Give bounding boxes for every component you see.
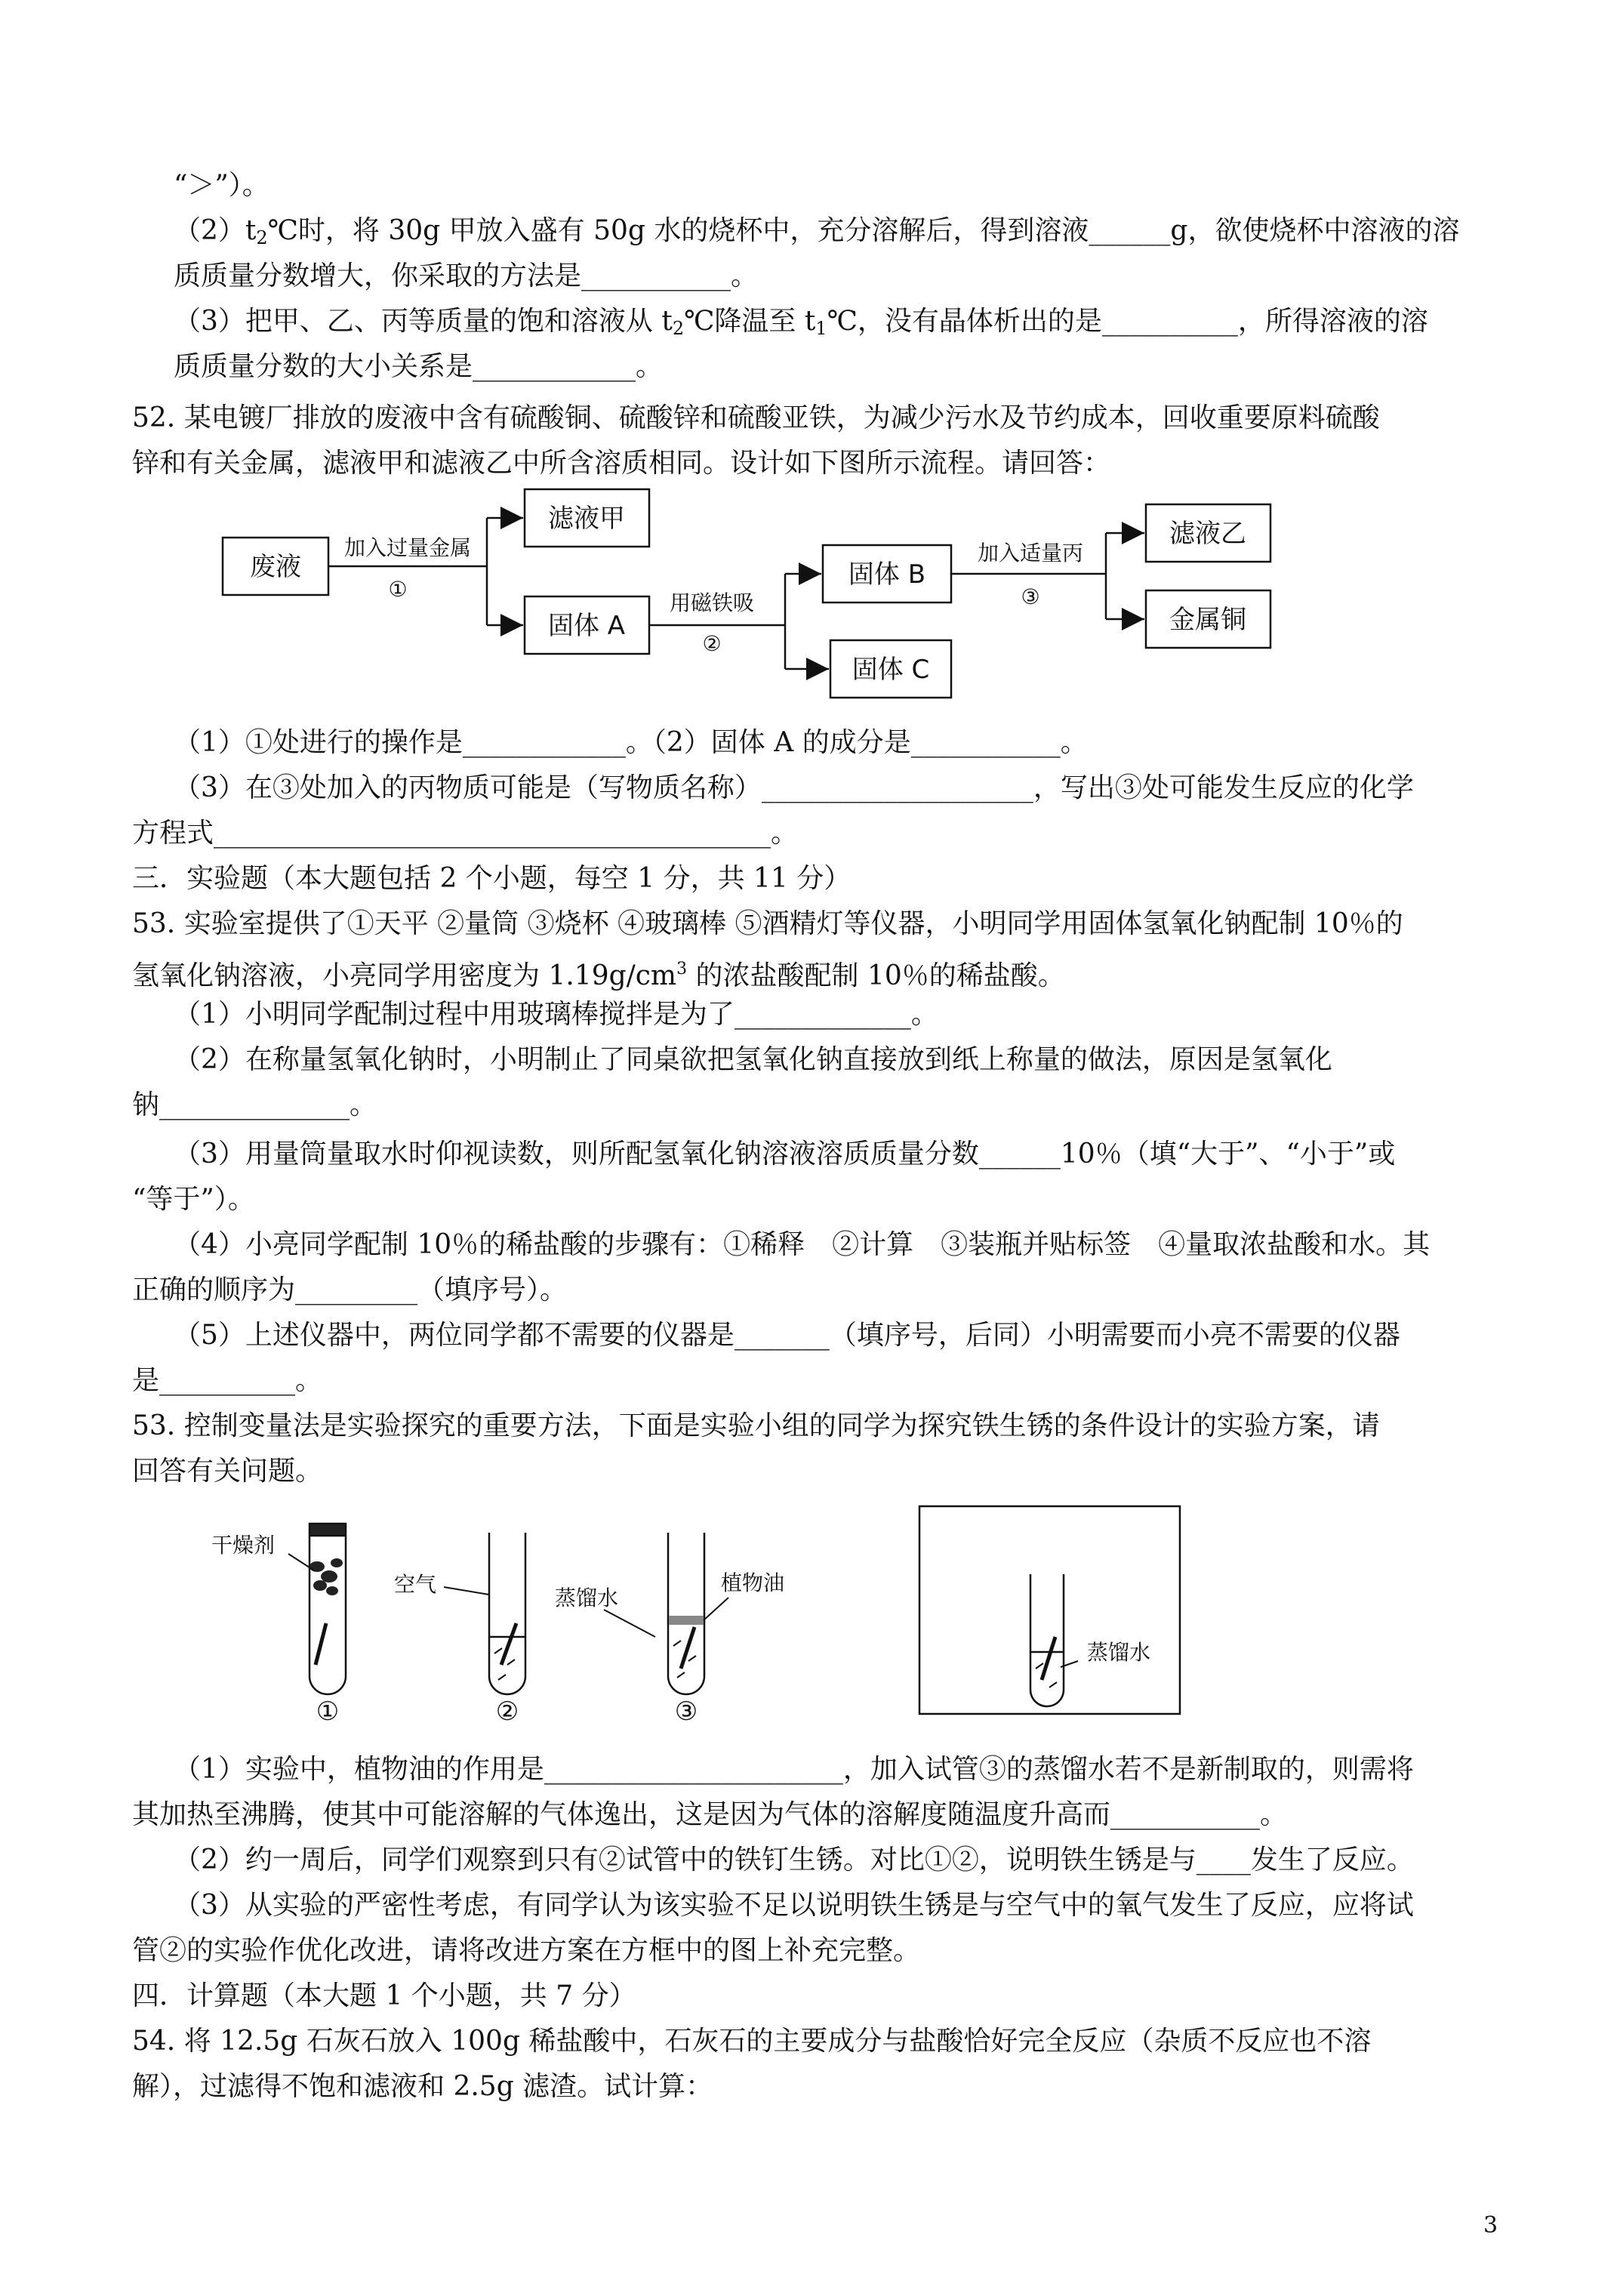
text-line: 是__________。: [132, 1365, 323, 1396]
test-tube-2: [489, 1533, 525, 1694]
question-53b-3: （3）从实验的严密性考虑，有同学认为该实验不足以说明铁生锈是与空气中的氧气发生了反应，应将试: [174, 1890, 1414, 1921]
water-hatching: [494, 1641, 1057, 1687]
oil-layer: [669, 1616, 704, 1625]
step2-label: 用磁铁吸: [669, 590, 755, 615]
question-53-2: （2）在称量氢氧化钠时，小明制止了同桌欲把氢氧化钠直接放到纸上称量的做法，原因是氢氧化: [174, 1044, 1332, 1075]
solid-a-label: 固体 A: [547, 611, 626, 641]
solid-b-box: [823, 545, 951, 603]
filtrate-b-label: 滤液乙: [1169, 519, 1246, 549]
question-53b-2: （2）约一周后，同学们观察到只有②试管中的铁钉生锈。对比①②，说明铁生锈是与____发生了反应。: [174, 1845, 1414, 1875]
solid-a-box: [525, 596, 649, 654]
text-line: 质质量分数增大，你采取的方法是___________。: [174, 260, 759, 291]
text-line: 方程式_________________________________________。: [132, 818, 799, 849]
pointer-lines: [288, 1554, 1078, 1667]
step2-number: ②: [702, 631, 722, 656]
test-tube-3: [668, 1533, 704, 1694]
box-water-label: 蒸馏水: [1087, 1640, 1151, 1665]
solid-c-box: [830, 640, 951, 698]
question-51-2: $(2)t_2℃$时，将 30g 甲放入盛有 50g 水的烧杯中，充分溶解后，得到溶液______g，欲使烧杯中溶液的溶: [174, 215, 1460, 248]
rubber-stopper: [310, 1524, 346, 1536]
text-line: 回答有关问题。: [132, 1456, 323, 1487]
question-53b: 53. 控制变量法是实验探究的重要方法，下面是实验小组的同学为探究铁生锈的条件设计的实验方案，请: [132, 1410, 1380, 1441]
question-53-3: （3）用量筒量取水时仰视读数，则所配氢氧化钠溶液溶质质量分数______10％（填“大于”、“小于”或: [174, 1139, 1396, 1170]
section-heading-4: 四．计算题（本大题 1 个小题，共 7 分）: [132, 1980, 636, 2011]
question-53-1: （1）小明同学配制过程中用玻璃棒搅拌是为了_____________。: [174, 999, 938, 1030]
text-line: 解），过滤得不饱和滤液和 2.5g 滤渣。试计算：: [132, 2071, 713, 2102]
iron-nails: [316, 1623, 1055, 1680]
question-54: 54. 将 12.5g 石灰石放入 100g 稀盐酸中，石灰石的主要成分与盐酸恰好完全反应（杂质不反应也不溶: [132, 2026, 1372, 2057]
copper-box: [1146, 590, 1270, 648]
question-52-1-2: （1）①处进行的操作是____________。（2）固体 A 的成分是___________。: [174, 727, 1088, 758]
question-51-3: （3）把甲、乙、丙等质量的饱和溶液从 $t_2℃$降温至 $t_1℃$，没有晶体析出的是__________，所得溶液的溶: [174, 306, 1428, 339]
text-line: “等于”）。: [132, 1184, 255, 1215]
text-line: 氢氧化钠溶液，小亮同学用密度为 $1.19g/cm^3$ 的浓盐酸配制 10％的稀盐酸。: [132, 960, 1065, 991]
filtrate-a-box: [525, 489, 649, 547]
step3-number: ③: [1021, 584, 1040, 609]
text-line: 正确的顺序为_________（填序号）。: [132, 1274, 568, 1305]
text-line: 其加热至沸腾，使其中可能溶解的气体逸出，这是因为气体的溶解度随温度升高而___________。: [132, 1799, 1288, 1830]
page-number: 3: [1483, 2212, 1498, 2239]
solid-b-label: 固体 B: [848, 559, 926, 590]
text-line: 质质量分数的大小关系是____________。: [174, 351, 664, 382]
filtrate-b-box: [1146, 504, 1270, 562]
question-53: 53. 实验室提供了①天平 ②量筒 ③烧杯 ④玻璃棒 ⑤酒精灯等仪器，小明同学用固体氢氧化钠配制 10％的: [132, 908, 1403, 939]
question-53-5: （5）上述仪器中，两位同学都不需要的仪器是_______（填序号，后同）小明需要而小亮不需要的仪器: [174, 1320, 1400, 1351]
copper-label: 金属铜: [1169, 605, 1246, 635]
tube-1-number: ①: [316, 1697, 340, 1727]
desiccant-granules: [310, 1558, 343, 1595]
text-line: 锌和有关金属，滤液甲和滤液乙中所含溶质相同。设计如下图所示流程。请回答：: [132, 448, 1111, 479]
tube-2-number: ②: [495, 1697, 519, 1727]
question-52-3: （3）在③处加入的丙物质可能是（写物质名称）____________________，写出③处可能发生反应的化学: [174, 772, 1414, 803]
question-53b-1: （1）实验中，植物油的作用是______________________，加入试管③的蒸馏水若不是新制取的，则需将: [174, 1754, 1414, 1785]
text-line: 钠______________。: [132, 1089, 377, 1120]
tube-3-number: ③: [674, 1697, 698, 1727]
step1-number: ①: [388, 577, 408, 602]
text-line: “＞”）。: [174, 170, 269, 201]
test-tube-1: [310, 1536, 346, 1694]
waste-label: 废液: [250, 552, 301, 582]
text-line: 管②的实验作优化改进，请将改进方案在方框中的图上补充完整。: [132, 1935, 921, 1966]
distilled-water-label: 蒸馏水: [555, 1586, 619, 1610]
desiccant-label: 干燥剂: [211, 1533, 276, 1558]
solid-c-label: 固体 C: [852, 655, 930, 685]
step1-label: 加入过量金属: [343, 535, 472, 560]
improvement-box: [919, 1506, 1180, 1714]
question-53-4: （4）小亮同学配制 10％的稀盐酸的步骤有：①稀释 ②计算 ③装瓶并贴标签 ④量取浓盐酸和水。其: [174, 1229, 1431, 1260]
step3-label: 加入适量丙: [977, 541, 1084, 566]
vegetable-oil-label: 植物油: [721, 1570, 785, 1595]
air-label: 空气: [394, 1572, 437, 1597]
question-52: 52. 某电镀厂排放的废液中含有硫酸铜、硫酸锌和硫酸亚铁，为减少污水及节约成本，回收重要原料硫酸: [132, 402, 1380, 433]
filtrate-a-label: 滤液甲: [548, 504, 625, 534]
test-tube-box: [1030, 1574, 1064, 1706]
waste-box: [223, 538, 328, 595]
section-heading-3: 三．实验题（本大题包括 2 个小题，每空 1 分，共 11 分）: [132, 863, 852, 894]
